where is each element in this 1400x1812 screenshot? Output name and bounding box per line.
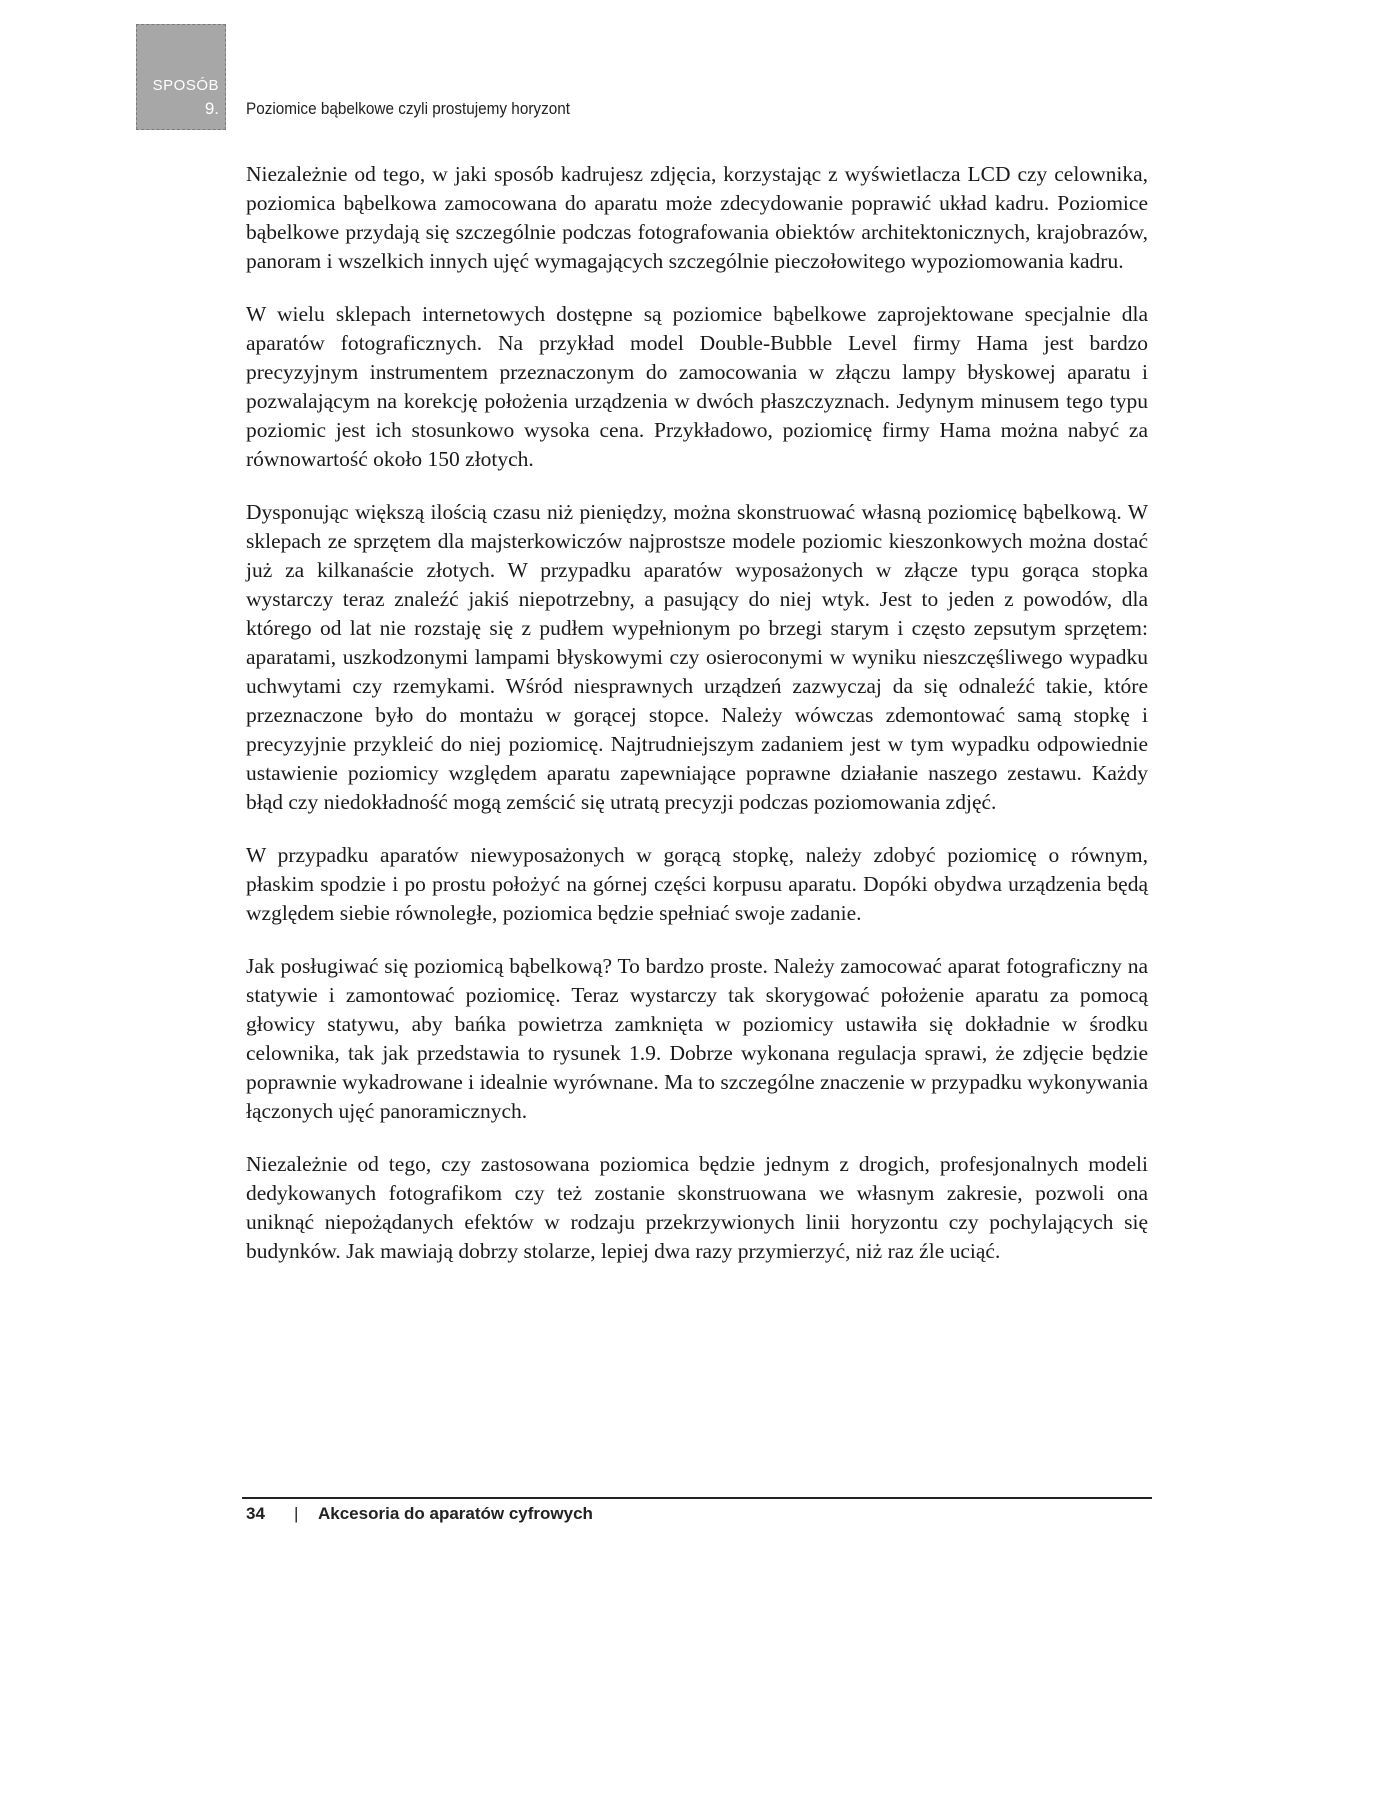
paragraph: Niezależnie od tego, w jaki sposób kadrujesz zdjęcia, korzystając z wyświetlacza LCD czy celownika, poziomica bąbelkowa zamocowana do aparatu może zdecydowanie poprawić układ kadru. Poziomice bąbelkowe przydają się szczególnie podczas fotografowania obiektów architektonicznych, krajobrazów, panoram i wszelkich innych ujęć wymagających szczególnie pieczołowitego wypoziomowania kadru. (246, 162, 1148, 273)
chapter-badge (136, 24, 226, 130)
badge-label: SPOSÓB (152, 77, 219, 94)
footer-book-title: Akcesoria do aparatów cyfrowych (318, 1504, 593, 1523)
body-text (246, 160, 1148, 1290)
paragraph: Jak posługiwać się poziomicą bąbelkową? To bardzo proste. Należy zamocować aparat fotograficzny na statywie i zamontować poziomicę. Teraz wystarczy tak skorygować położenie aparatu za pomocą głowicy statywu, aby bańka powietrza zamknięta w poziomicy ustawiła się dokładnie w środku celownika, tak jak przedstawia to rysunek 1.9. Dobrze wykonana regulacja sprawi, że zdjęcie będzie poprawnie wykadrowane i idealnie wyrównane. Ma to szczególne znaczenie w przypadku wykonywania łączonych ujęć panoramicznych. (246, 954, 1148, 1123)
paragraph: W przypadku aparatów niewyposażonych w gorącą stopkę, należy zdobyć poziomicę o równym, płaskim spodzie i po prostu położyć na górnej części korpusu aparatu. Dopóki obydwa urządzenia będą względem siebie równoległe, poziomica będzie spełniać swoje zadanie. (246, 843, 1148, 925)
page-number: 34 (246, 1504, 265, 1523)
footer-divider (242, 1497, 1152, 1499)
page-footer (246, 1504, 593, 1524)
paragraph: Niezależnie od tego, czy zastosowana poziomica będzie jednym z drogich, profesjonalnych modeli dedykowanych fotografikom czy też zostanie skonstruowana we własnym zakresie, pozwoli ona uniknąć niepożądanych efektów w rodzaju przekrzywionych linii horyzontu czy pochylających się budynków. Jak mawiają dobrzy stolarze, lepiej dwa razy przymierzyć, niż raz źle uciąć. (246, 1152, 1148, 1263)
paragraph: Dysponując większą ilością czasu niż pieniędzy, można skonstruować własną poziomicę bąbelkową. W sklepach ze sprzętem dla majsterkowiczów najprostsze modele poziomic kieszonkowych można dostać już za kilkanaście złotych. W przypadku aparatów wyposażonych w złącze typu gorąca stopka wystarczy teraz znaleźć jakiś niepotrzebny, a pasujący do niej wtyk. Jest to jeden z powodów, dla którego od lat nie rozstaję się z pudłem wypełnionym po brzegi starym i często zepsutym sprzętem: aparatami, uszkodzonymi lampami błyskowymi czy osieroconymi w wyniku nieszczęśliwego wypadku uchwytami czy rzemykami. Wśród niesprawnych urządzeń zazwyczaj da się odnaleźć takie, które przeznaczone było do montażu w gorącej stopce. Należy wówczas zdemontować samą stopkę i precyzyjnie przykleić do niej poziomicę. Najtrudniejszym zadaniem jest w tym wypadku odpowiednie ustawienie poziomicy względem aparatu zapewniające poprawne działanie naszego zestawu. Każdy błąd czy niedokładność mogą zemścić się utratą precyzji podczas poziomowania zdjęć. (246, 500, 1148, 814)
paragraph: W wielu sklepach internetowych dostępne są poziomice bąbelkowe zaprojektowane specjalnie dla aparatów fotograficznych. Na przykład model Double-Bubble Level firmy Hama jest bardzo precyzyjnym instrumentem przeznaczonym do zamocowania w złączu lampy błyskowej aparatu i pozwalającym na korekcję położenia urządzenia w dwóch płaszczyznach. Jedynym minusem tego typu poziomic jest ich stosunkowo wysoka cena. Przykładowo, poziomicę firmy Hama można nabyć za równowartość około 150 złotych. (246, 302, 1148, 471)
footer-separator: | (294, 1504, 299, 1523)
running-header-title: Poziomice bąbelkowe czyli prostujemy horyzont (246, 99, 570, 118)
badge-number: 9. (204, 99, 219, 118)
